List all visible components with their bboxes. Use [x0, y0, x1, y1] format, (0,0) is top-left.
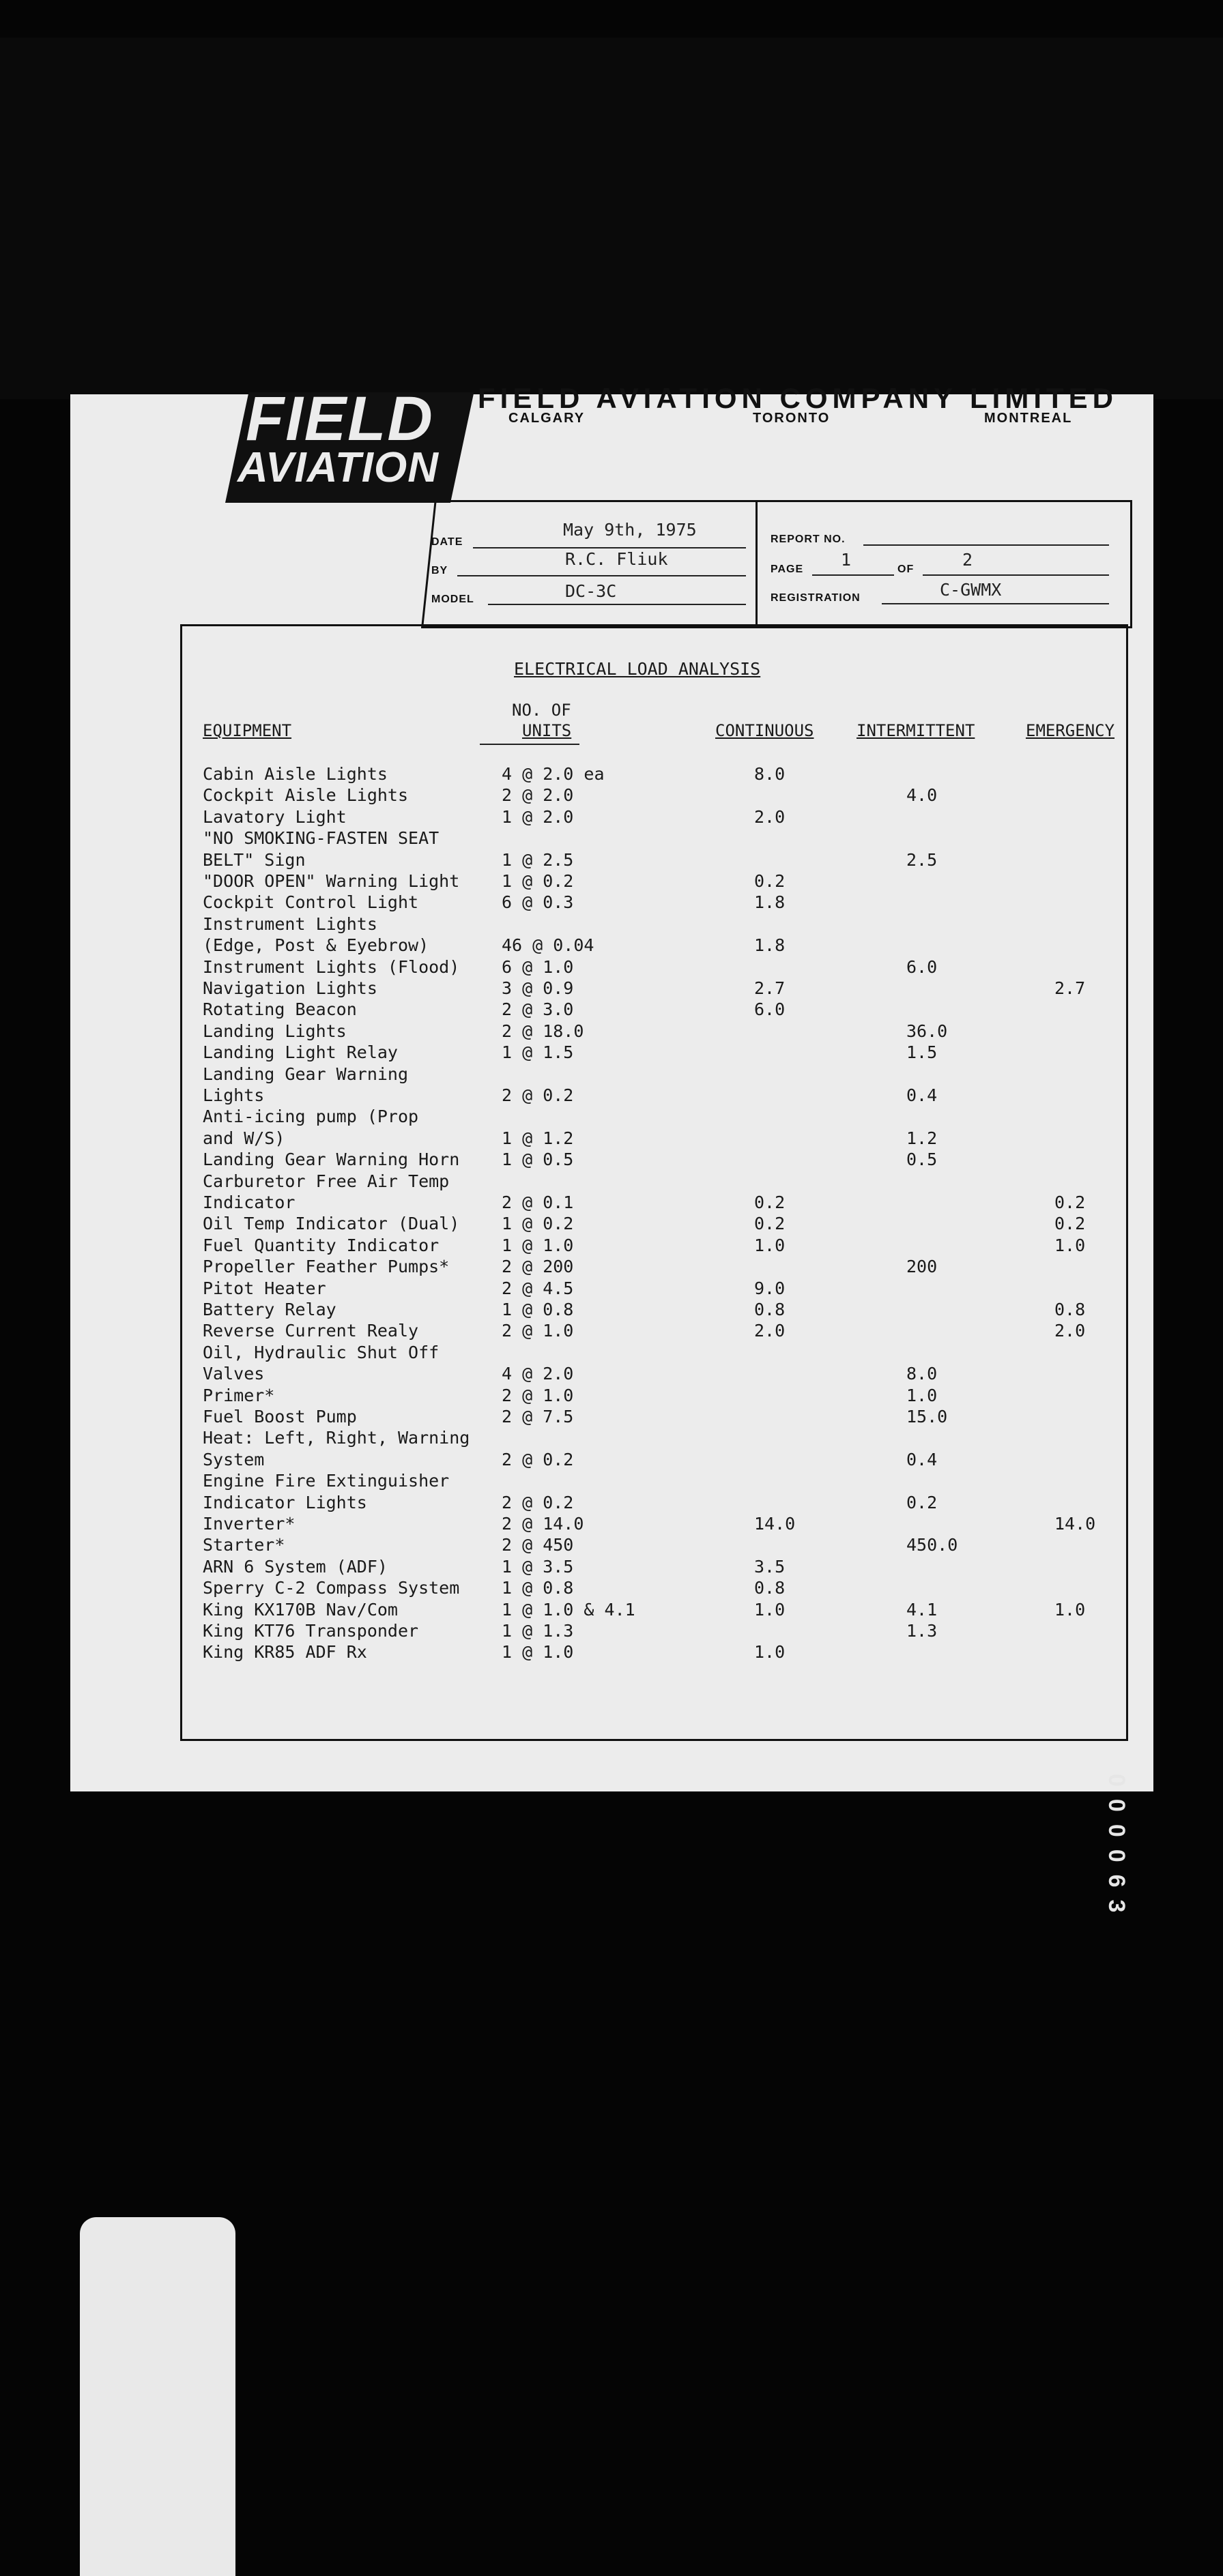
row-equipment: ARN 6 System (ADF): [203, 1556, 388, 1577]
row-units: 2 @ 0.1: [502, 1192, 574, 1212]
table-row: [0, 1107, 1223, 1128]
row-equipment: Indicator: [203, 1192, 296, 1212]
model-underline: [488, 604, 746, 605]
row-equipment: Lavatory Light: [203, 806, 347, 827]
row-emergency: 1.0: [1054, 1235, 1086, 1255]
table-row: [0, 1514, 1223, 1535]
row-equipment: Lights: [203, 1085, 265, 1105]
row-equipment: Primer*: [203, 1385, 275, 1405]
row-continuous: 1.8: [754, 892, 786, 913]
row-equipment: Cockpit Control Light: [203, 892, 419, 913]
registration-value: C-GWMX: [940, 580, 1002, 600]
row-continuous: 0.2: [754, 1214, 786, 1234]
row-intermittent: 15.0: [906, 1407, 948, 1426]
city-toronto: TORONTO: [753, 411, 831, 426]
page-label: PAGE: [771, 564, 804, 575]
row-equipment: Navigation Lights: [203, 978, 377, 998]
row-equipment: Landing Gear Warning Horn: [203, 1150, 460, 1170]
date-label: DATE: [431, 536, 463, 548]
row-emergency: 14.0: [1054, 1514, 1096, 1534]
row-equipment: Reverse Current Realy: [203, 1321, 419, 1341]
row-units: 1 @ 0.8: [502, 1578, 574, 1598]
row-equipment: Inverter*: [203, 1514, 296, 1534]
scan-dark-border: [0, 38, 1223, 399]
header-units-underline: [480, 744, 579, 745]
row-continuous: 0.8: [754, 1578, 786, 1598]
table-row: [0, 1085, 1223, 1107]
row-intermittent: 8.0: [906, 1364, 938, 1384]
table-row: [0, 1364, 1223, 1385]
row-intermittent: 2.5: [906, 849, 938, 870]
row-units: 46 @ 0.04: [502, 935, 594, 956]
city-montreal: MONTREAL: [984, 411, 1073, 426]
row-intermittent: 0.4: [906, 1449, 938, 1469]
table-row: [0, 1600, 1223, 1621]
row-intermittent: 0.5: [906, 1150, 938, 1170]
row-equipment: King KX170B Nav/Com: [203, 1599, 398, 1620]
table-row: [0, 1642, 1223, 1663]
row-intermittent: 4.1: [906, 1599, 938, 1620]
row-continuous: 14.0: [754, 1514, 796, 1534]
date-value: May 9th, 1975: [563, 520, 697, 540]
row-units: 2 @ 450: [502, 1535, 574, 1555]
table-row: [0, 1128, 1223, 1150]
row-intermittent: 6.0: [906, 956, 938, 977]
row-continuous: 2.0: [754, 1321, 786, 1341]
row-equipment: Anti-icing pump (Prop: [203, 1107, 419, 1127]
row-equipment: BELT" Sign: [203, 849, 306, 870]
row-intermittent: 1.5: [906, 1042, 938, 1063]
row-units: 1 @ 1.0 & 4.1: [502, 1599, 635, 1620]
page-value: 1: [841, 550, 852, 570]
table-row: [0, 807, 1223, 828]
row-units: 2 @ 7.5: [502, 1407, 574, 1426]
report-label: REPORT NO.: [771, 533, 846, 545]
row-equipment: "DOOR OPEN" Warning Light: [203, 871, 460, 891]
row-continuous: 8.0: [754, 764, 786, 784]
row-equipment: King KT76 Transponder: [203, 1621, 419, 1641]
table-row: [0, 914, 1223, 935]
table-row: [0, 978, 1223, 999]
page-underline: [812, 574, 894, 576]
table-row: [0, 1321, 1223, 1342]
table-row: [0, 850, 1223, 871]
table-row: [0, 1386, 1223, 1407]
row-emergency: 1.0: [1054, 1599, 1086, 1620]
row-emergency: 0.2: [1054, 1214, 1086, 1234]
table-row: [0, 935, 1223, 956]
row-emergency: 0.2: [1054, 1192, 1086, 1212]
table-row: [0, 1343, 1223, 1364]
row-equipment: Cockpit Aisle Lights: [203, 785, 409, 806]
by-underline: [457, 575, 746, 576]
row-equipment: Landing Gear Warning: [203, 1064, 409, 1084]
table-row: [0, 957, 1223, 978]
row-units: 1 @ 0.2: [502, 871, 574, 891]
row-units: 2 @ 0.2: [502, 1085, 574, 1105]
table-row: [0, 1278, 1223, 1300]
row-equipment: Engine Fire Extinguisher: [203, 1471, 450, 1491]
table-row: [0, 1407, 1223, 1428]
row-continuous: 1.0: [754, 1642, 786, 1663]
row-equipment: Instrument Lights (Flood): [203, 956, 460, 977]
row-continuous: 1.0: [754, 1599, 786, 1620]
row-equipment: Battery Relay: [203, 1300, 336, 1319]
row-continuous: 2.7: [754, 978, 786, 998]
row-units: 2 @ 3.0: [502, 999, 574, 1020]
table-row: [0, 785, 1223, 806]
registration-label: REGISTRATION: [771, 592, 861, 604]
table-row: [0, 1450, 1223, 1471]
logo-text-aviation: AVIATION: [238, 444, 440, 491]
model-value: DC-3C: [565, 581, 617, 601]
row-equipment: Landing Light Relay: [203, 1042, 398, 1063]
row-continuous: 0.8: [754, 1300, 786, 1319]
date-underline: [473, 547, 746, 548]
row-emergency: 2.7: [1054, 978, 1086, 998]
table-row: [0, 1214, 1223, 1235]
of-label: OF: [897, 564, 915, 575]
row-units: 1 @ 1.0: [502, 1642, 574, 1663]
row-units: 2 @ 0.2: [502, 1492, 574, 1512]
table-row: [0, 828, 1223, 849]
table-row: [0, 1171, 1223, 1192]
row-equipment: Indicator Lights: [203, 1492, 367, 1512]
table-row: [0, 1493, 1223, 1514]
row-equipment: Pitot Heater: [203, 1278, 326, 1298]
report-underline: [863, 544, 1109, 546]
row-units: 4 @ 2.0 ea: [502, 764, 605, 784]
city-calgary: CALGARY: [508, 411, 586, 426]
of-underline: [923, 574, 1109, 576]
header-equipment: EQUIPMENT: [203, 721, 292, 740]
model-label: MODEL: [431, 594, 474, 605]
row-equipment: (Edge, Post & Eyebrow): [203, 935, 429, 956]
row-equipment: Fuel Boost Pump: [203, 1407, 357, 1426]
table-row: [0, 1064, 1223, 1085]
table-row: [0, 1621, 1223, 1642]
row-equipment: Landing Lights: [203, 1021, 347, 1041]
film-edge-light-patch: [80, 2217, 235, 2576]
row-units: 1 @ 3.5: [502, 1556, 574, 1577]
row-units: 4 @ 2.0: [502, 1364, 574, 1384]
table-row: [0, 999, 1223, 1021]
company-name: FIELD AVIATION COMPANY LIMITED: [478, 382, 1118, 412]
row-equipment: Cabin Aisle Lights: [203, 764, 388, 784]
table-row: [0, 871, 1223, 892]
table-row: [0, 1192, 1223, 1214]
registration-underline: [882, 603, 1109, 604]
row-intermittent: 200: [906, 1257, 938, 1277]
row-equipment: Propeller Feather Pumps*: [203, 1257, 450, 1277]
row-continuous: 1.8: [754, 935, 786, 956]
row-continuous: 1.0: [754, 1235, 786, 1255]
table-row: [0, 1150, 1223, 1171]
row-emergency: 0.8: [1054, 1300, 1086, 1319]
row-units: 2 @ 1.0: [502, 1385, 574, 1405]
row-equipment: Oil Temp Indicator (Dual): [203, 1214, 460, 1234]
row-intermittent: 0.4: [906, 1085, 938, 1105]
row-intermittent: 450.0: [906, 1535, 958, 1555]
table-row: [0, 1300, 1223, 1321]
row-units: 2 @ 4.5: [502, 1278, 574, 1298]
row-continuous: 0.2: [754, 1192, 786, 1212]
table-row: [0, 1042, 1223, 1064]
of-value: 2: [962, 550, 973, 570]
row-units: 1 @ 1.2: [502, 1128, 574, 1148]
table-row: [0, 892, 1223, 913]
analysis-title: ELECTRICAL LOAD ANALYSIS: [514, 659, 761, 679]
header-intermittent: INTERMITTENT: [857, 721, 975, 740]
row-units: 1 @ 0.2: [502, 1214, 574, 1234]
table-row: [0, 1428, 1223, 1449]
by-value: R.C. Fliuk: [565, 549, 668, 569]
row-units: 2 @ 1.0: [502, 1321, 574, 1341]
row-continuous: 3.5: [754, 1556, 786, 1577]
header-continuous: CONTINUOUS: [715, 721, 814, 740]
row-units: 6 @ 0.3: [502, 892, 574, 913]
table-row: [0, 764, 1223, 785]
row-intermittent: 1.3: [906, 1621, 938, 1641]
row-units: 6 @ 1.0: [502, 956, 574, 977]
row-equipment: Sperry C-2 Compass System: [203, 1578, 460, 1598]
row-units: 1 @ 0.5: [502, 1150, 574, 1170]
row-intermittent: 4.0: [906, 785, 938, 806]
row-units: 2 @ 18.0: [502, 1021, 584, 1041]
row-equipment: Carburetor Free Air Temp: [203, 1171, 450, 1191]
row-units: 1 @ 2.5: [502, 849, 574, 870]
row-equipment: Instrument Lights: [203, 913, 377, 934]
row-units: 1 @ 0.8: [502, 1300, 574, 1319]
row-equipment: and W/S): [203, 1128, 285, 1148]
row-units: 2 @ 0.2: [502, 1449, 574, 1469]
row-intermittent: 1.2: [906, 1128, 938, 1148]
row-equipment: Fuel Quantity Indicator: [203, 1235, 440, 1255]
logo-text-field: FIELD: [246, 384, 434, 454]
header-units-line1: NO. OF: [512, 701, 571, 720]
row-units: 1 @ 1.5: [502, 1042, 574, 1063]
row-units: 2 @ 2.0: [502, 785, 574, 806]
row-equipment: Valves: [203, 1364, 265, 1384]
header-emergency: EMERGENCY: [1026, 721, 1115, 740]
row-intermittent: 1.0: [906, 1385, 938, 1405]
table-row: [0, 1021, 1223, 1042]
form-box-right: [756, 500, 1132, 628]
row-units: 1 @ 1.0: [502, 1235, 574, 1255]
by-label: BY: [431, 565, 448, 576]
table-row: [0, 1471, 1223, 1492]
table-row: [0, 1557, 1223, 1578]
row-units: 2 @ 200: [502, 1257, 574, 1277]
header-units-line2: UNITS: [522, 721, 572, 740]
row-emergency: 2.0: [1054, 1321, 1086, 1341]
row-intermittent: 36.0: [906, 1021, 948, 1041]
table-row: [0, 1578, 1223, 1599]
row-continuous: 0.2: [754, 871, 786, 891]
margin-page-number: 000063: [1104, 1774, 1130, 1925]
row-units: 2 @ 14.0: [502, 1514, 584, 1534]
table-row: [0, 1535, 1223, 1556]
row-units: 3 @ 0.9: [502, 978, 574, 998]
row-equipment: King KR85 ADF Rx: [203, 1642, 367, 1663]
row-equipment: Oil, Hydraulic Shut Off: [203, 1342, 440, 1362]
row-continuous: 2.0: [754, 806, 786, 827]
row-units: 1 @ 1.3: [502, 1621, 574, 1641]
row-equipment: "NO SMOKING-FASTEN SEAT: [203, 828, 440, 849]
row-equipment: System: [203, 1449, 265, 1469]
row-equipment: Rotating Beacon: [203, 999, 357, 1020]
table-row: [0, 1235, 1223, 1257]
row-intermittent: 0.2: [906, 1492, 938, 1512]
row-equipment: Starter*: [203, 1535, 285, 1555]
row-units: 1 @ 2.0: [502, 806, 574, 827]
row-continuous: 6.0: [754, 999, 786, 1020]
table-row: [0, 1257, 1223, 1278]
row-equipment: Heat: Left, Right, Warning: [203, 1428, 470, 1448]
row-continuous: 9.0: [754, 1278, 786, 1298]
